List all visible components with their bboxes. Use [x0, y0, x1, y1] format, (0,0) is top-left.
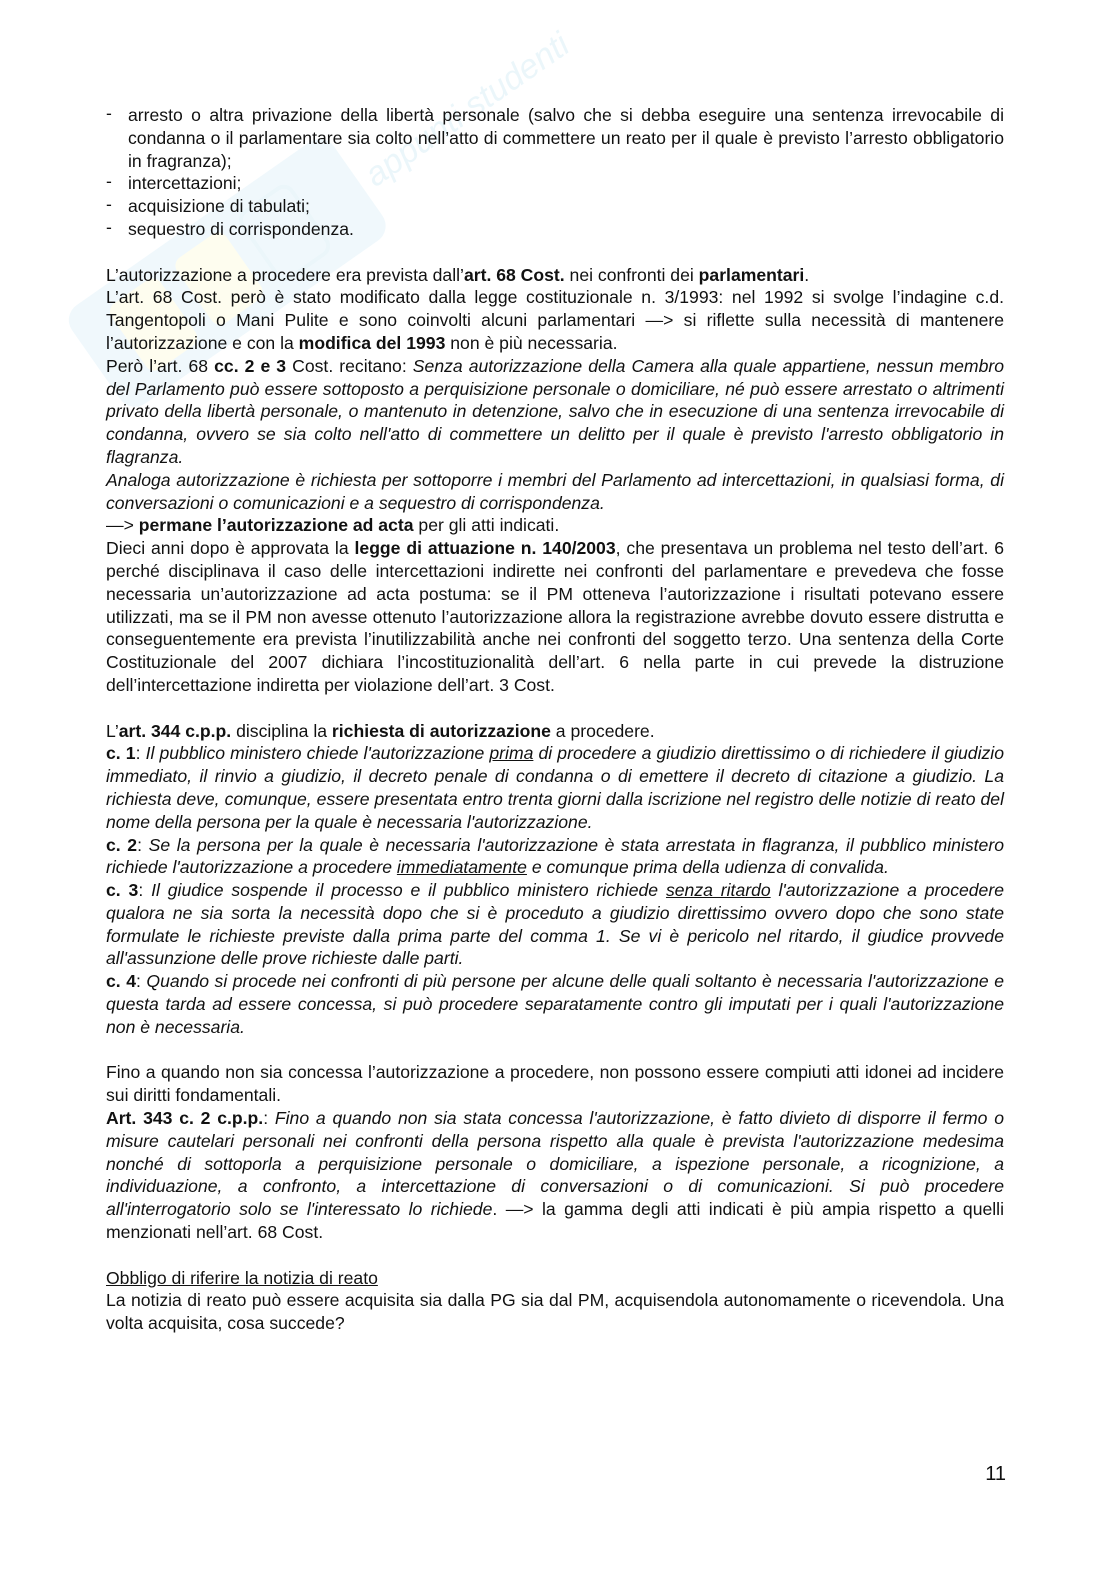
- paragraph-art68: Però l’art. 68 cc. 2 e 3 Cost. recitano: Senza autorizzazione della Camera alla quale appartiene, nessun membro del Parlamento può essere sottoposto a perquisizione personale o domiciliare, né può essere arrestato o altrimenti privato della libertà personale, o mantenuto in detenzione, salvo che in esecuzione di una sentenza irrevocabile di condanna, ovvero se sia colto nell'atto di commettere un delitto per il quale è previsto l'arresto obbligatorio in flagranza.: [106, 355, 1005, 467]
- bullet-item: - sequestro di corrispondenza.: [106, 218, 1004, 241]
- paragraph-notizia-reato: La notizia di reato può essere acquisita sia dalla PG sia dal PM, acquisendola autonomamente o ricevendola. Una volta acquisita, cosa succede?: [106, 1290, 1004, 1334]
- paragraph-autorizzazione: L’autorizzazione a procedere era prevista dall’art. 68 Cost. nei confronti dei parlamentari.: [106, 264, 810, 285]
- paragraph-art344: L’art. 344 c.p.p. disciplina la richiesta di autorizzazione a procedere.: [106, 720, 655, 741]
- bullet-item: - intercettazioni;: [106, 172, 1004, 195]
- paragraph-fino-a-quando: Fino a quando non sia concessa l’autorizzazione a procedere, non possono essere compiuti atti idonei ad incidere sui diritti fondamentali.: [106, 1062, 1004, 1106]
- bullet-item: - acquisizione di tabulati;: [106, 195, 1004, 218]
- bullet-list: [106, 104, 1004, 241]
- comma-3: c. 3: Il giudice sospende il processo e il pubblico ministero richiede senza ritardo l'autorizzazione a procedere qualora ne sia sorta la necessità dopo che si è proceduto a giudizio direttissimo ovvero dopo che sono state formulate le richieste previste dalla prima parte del comma 1. Se vi è pericolo nel ritardo, il giudice provvede all'assunzione delle prove richieste dalle parti.: [106, 880, 1004, 969]
- comma-4: c. 4: Quando si procede nei confronti di più persone per alcune delle quali soltanto è necessaria l'autorizzazione e questa tarda ad essere concessa, si può procedere separatamente contro gli imputati per i quali l'autorizzazione non è necessaria.: [106, 971, 1004, 1037]
- paragraph-art343: Art. 343 c. 2 c.p.p.: Fino a quando non sia stata concessa l'autorizzazione, è fatto divieto di disporre il fermo o misure cautelari personali nei confronti della persona rispetto alla quale è prevista l'autorizzazione medesima nonché di sottoporla a perquisizione personale o domiciliare, a ispezione personale, a ricognizione, a individuazione, a confronto, a intercettazione di conversazioni o di comunicazioni. Si può procedere all'interrogatorio solo se l'interessato lo richiede. —> la gamma degli atti indicati è più ampia rispetto a quelli menzionati nell’art. 68 Cost.: [106, 1108, 1005, 1243]
- paragraph-modifica: L’art. 68 Cost. però è stato modificato dalla legge costituzionale n. 3/1993: nel 1992 si svolge l’indagine c.d. Tangentopoli o Mani Pulite e sono coinvolti alcuni parlamentari —> si riflette sulla necessità di mantenere l’autorizzazione e con la modifica del 1993 non è più necessaria.: [106, 287, 1004, 353]
- paragraph-legge-attuazione: Dieci anni dopo è approvata la legge di attuazione n. 140/2003, che presentava un problema nel testo dell’art. 6 perché disciplinava il caso delle intercettazioni indirette nei confronti del parlamentare e prevedeva che fosse necessaria un’autorizzazione ad acta postuma: se il PM otteneva l’autorizzazione i risultati potevano essere utilizzati, ma se il PM non avesse ottenuto l’autorizzazione allora la registrazione avrebbe dovuto essere distrutta e conseguentemente era prevista l’inutilizzabilità anche nei confronti del soggetto terzo. Una sentenza della Corte Costituzionale del 2007 dichiara l’incostituzionalità dell’art. 6 nella parte in cui prevede la distruzione dell’intercettazione indiretta per violazione dell’art. 3 Cost.: [106, 538, 1005, 695]
- page-number: 11: [985, 1463, 1006, 1485]
- comma-2: c. 2: Se la persona per la quale è necessaria l'autorizzazione è stata arrestata in flagranza, il pubblico ministero richiede l'autorizzazione a procedere immediatamente e comunque prima della udienza di convalida.: [106, 834, 1004, 878]
- bullet-item: - arresto o altra privazione della libertà personale (salvo che si debba eseguire una sentenza irrevocabile di condanna o il parlamentare sia colto nell’atto di commettere un reato per il quale è previsto l’arresto obbligatorio in fragranza);: [106, 104, 1004, 172]
- watermark-text: appunti studenti: [357, 25, 577, 195]
- document-page: [106, 104, 1004, 1335]
- paragraph-permane: —> permane l’autorizzazione ad acta per gli atti indicati.: [106, 515, 560, 536]
- comma-1: c. 1: Il pubblico ministero chiede l'autorizzazione prima di procedere a giudizio direttissimo o di richiedere il giudizio immediato, il rinvio a giudizio, il decreto penale di condanna o di emettere il decreto di citazione a giudizio. La richiesta deve, comunque, essere presentata entro trenta giorni dalla iscrizione nel registro delle notizie di reato del nome della persona per la quale è necessaria l'autorizzazione.: [106, 743, 1004, 832]
- paragraph-analoga: Analoga autorizzazione è richiesta per sottoporre i membri del Parlamento ad intercettazioni, in qualsiasi forma, di conversazioni o comunicazioni e a sequestro di corrispondenza.: [106, 469, 1004, 513]
- section-heading: Obbligo di riferire la notizia di reato: [106, 1267, 378, 1288]
